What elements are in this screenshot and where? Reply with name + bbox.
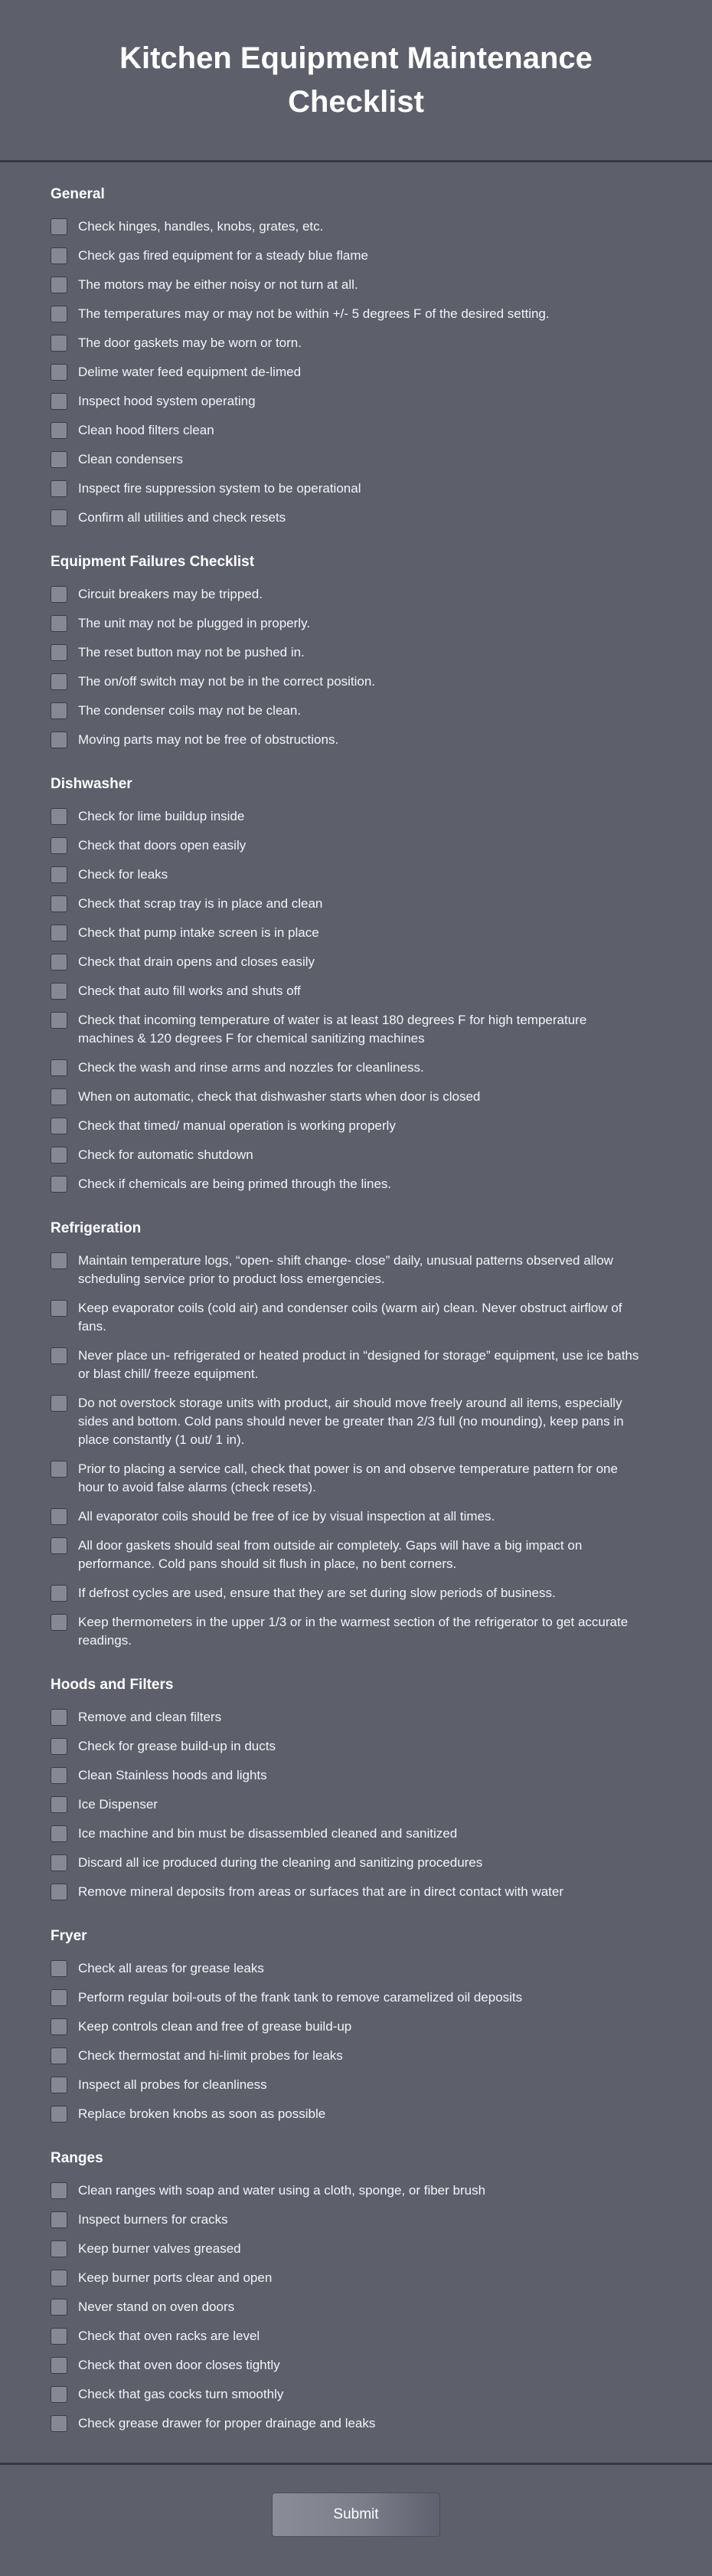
checkbox[interactable] <box>51 1767 67 1784</box>
checkbox[interactable] <box>51 1012 67 1029</box>
checklist-item[interactable] <box>51 2327 661 2345</box>
checkbox[interactable] <box>51 1884 67 1900</box>
checklist-item-label: Keep evaporator coils (cold air) and condenser coils (warm air) clean. Never obstruct airflow of fans. <box>78 1301 622 1334</box>
section-title: Refrigeration <box>51 1220 142 1236</box>
checkbox[interactable] <box>51 1825 67 1842</box>
checklist-item-label: The motors may be either noisy or not turn at all. <box>78 277 358 292</box>
page-title: Kitchen Equipment Maintenance Checklist <box>119 41 593 119</box>
checklist-item-label: Check that doors open easily <box>78 838 247 853</box>
checklist-item-label: Check that oven door closes tightly <box>78 2358 280 2372</box>
checkbox[interactable] <box>51 644 67 661</box>
checkbox[interactable] <box>51 732 67 748</box>
checklist-item[interactable] <box>51 1795 661 1814</box>
checklist-item-label: Inspect burners for cracks <box>78 2212 228 2227</box>
checklist-item[interactable] <box>51 953 661 971</box>
checklist-item[interactable] <box>51 982 661 1000</box>
checklist-item-label: Check that drain opens and closes easily <box>78 954 315 969</box>
checklist-item-label: Check that incoming temperature of water is at least 180 degrees F for high temperature machines & 120 degrees F for chemical sanitizing machines <box>78 1013 587 1046</box>
checkbox[interactable] <box>51 1176 67 1193</box>
checklist-item[interactable] <box>51 1766 661 1785</box>
checklist-item[interactable] <box>51 480 661 498</box>
checkbox[interactable] <box>51 218 67 235</box>
checklist-item-label: The door gaskets may be worn or torn. <box>78 336 302 350</box>
checklist-item[interactable] <box>51 392 661 411</box>
checkbox[interactable] <box>51 954 67 971</box>
checklist-item[interactable] <box>51 1059 661 1077</box>
checklist-item[interactable] <box>51 1252 661 1288</box>
form-footer <box>0 2463 712 2576</box>
checklist-item[interactable] <box>51 1883 661 1901</box>
checklist-item[interactable] <box>51 2047 661 2065</box>
section-fryer <box>51 1927 661 2123</box>
checklist-item[interactable] <box>51 1175 661 1193</box>
checkbox[interactable] <box>51 277 67 293</box>
checklist-item[interactable] <box>51 731 661 749</box>
checklist-item-label: Keep thermometers in the upper 1/3 or in the warmest section of the refrigerator to get accurate readings. <box>78 1615 629 1648</box>
checklist-item-label: Check gas fired equipment for a steady blue flame <box>78 248 368 263</box>
checklist-item[interactable] <box>51 1988 661 2007</box>
checkbox[interactable] <box>51 2047 67 2064</box>
checklist-item-label: Inspect hood system operating <box>78 394 256 408</box>
checklist-item-label: Moving parts may not be free of obstructions. <box>78 732 339 747</box>
checklist-item[interactable] <box>51 2414 661 2433</box>
checklist-item[interactable] <box>51 305 661 323</box>
checkbox[interactable] <box>51 1347 67 1364</box>
section-title: Equipment Failures Checklist <box>51 554 255 570</box>
section-refrigeration <box>51 1219 661 1650</box>
checklist-item[interactable] <box>51 1011 661 1048</box>
checkbox[interactable] <box>51 247 67 264</box>
checklist-item[interactable] <box>51 1347 661 1383</box>
checklist-item[interactable] <box>51 866 661 884</box>
checklist-item-label: The on/off switch may not be in the correct position. <box>78 674 376 689</box>
checklist-item-label: Ice Dispenser <box>78 1797 158 1812</box>
checklist-item-label: Check for grease build-up in ducts <box>78 1739 276 1753</box>
checkbox[interactable] <box>51 837 67 854</box>
checklist-item[interactable] <box>51 1299 661 1336</box>
checklist-item-label: Never stand on oven doors <box>78 2299 235 2314</box>
checklist-item[interactable] <box>51 1507 661 1526</box>
checkbox[interactable] <box>51 364 67 381</box>
checklist-item[interactable] <box>51 614 661 633</box>
checkbox[interactable] <box>51 393 67 410</box>
checklist-item[interactable] <box>51 1708 661 1727</box>
checkbox[interactable] <box>51 1585 67 1602</box>
checkbox[interactable] <box>51 1252 67 1269</box>
checklist-item-label: If defrost cycles are used, ensure that they are set during slow periods of business. <box>78 1586 556 1600</box>
checklist-item[interactable] <box>51 643 661 662</box>
checkbox[interactable] <box>51 2299 67 2316</box>
checkbox[interactable] <box>51 1088 67 1105</box>
checklist-item[interactable] <box>51 2269 661 2287</box>
checklist-item-label: Delime water feed equipment de-limed <box>78 365 302 379</box>
checklist-item-label: Keep controls clean and free of grease build-up <box>78 2019 352 2034</box>
checklist-item-label: Circuit breakers may be tripped. <box>78 587 263 601</box>
checklist-item-label: The temperatures may or may not be within +/- 5 degrees F of the desired setting. <box>78 306 550 321</box>
checkbox[interactable] <box>51 1989 67 2006</box>
checkbox[interactable] <box>51 1709 67 1726</box>
submit-button[interactable]: Submit <box>272 2493 440 2537</box>
section-equipment-failures-checklist <box>51 553 661 749</box>
checklist-item[interactable] <box>51 1854 661 1872</box>
checklist-item[interactable] <box>51 1088 661 1106</box>
checklist-item-label: Check hinges, handles, knobs, grates, etc. <box>78 219 324 234</box>
checklist-item[interactable] <box>51 1146 661 1164</box>
checklist-item[interactable] <box>51 334 661 352</box>
checklist-item[interactable] <box>51 450 661 469</box>
checkbox[interactable] <box>51 1508 67 1525</box>
section-dishwasher <box>51 775 661 1193</box>
checklist-item[interactable] <box>51 702 661 720</box>
checkbox[interactable] <box>51 2077 67 2093</box>
checklist-item[interactable] <box>51 2018 661 2036</box>
checklist-item[interactable] <box>51 2105 661 2123</box>
checklist-item-label: Check that oven racks are level <box>78 2329 260 2343</box>
checklist-item-label: Ice machine and bin must be disassembled cleaned and sanitized <box>78 1826 458 1841</box>
checklist-item-label: The unit may not be plugged in properly. <box>78 616 311 630</box>
checklist-item-label: Perform regular boil-outs of the frank tank to remove caramelized oil deposits <box>78 1990 523 2005</box>
checklist-item-label: Check for lime buildup inside <box>78 809 245 823</box>
checklist-item[interactable] <box>51 2385 661 2404</box>
checkbox[interactable] <box>51 702 67 719</box>
checklist-item-label: Check that auto fill works and shuts off <box>78 984 301 998</box>
checkbox[interactable] <box>51 2270 67 2286</box>
checkbox[interactable] <box>51 925 67 941</box>
checklist-item-label: Keep burner valves greased <box>78 2241 241 2256</box>
checkbox[interactable] <box>51 509 67 526</box>
checklist-item-label: Confirm all utilities and check resets <box>78 510 286 525</box>
checklist-item-label: Check grease drawer for proper drainage and leaks <box>78 2416 376 2430</box>
checklist-item-label: Prior to placing a service call, check that power is on and observe temperature pattern for one hour to avoid false alarms (check resets). <box>78 1461 618 1494</box>
checklist-item-label: Check that pump intake screen is in place <box>78 925 319 940</box>
checklist-item-label: When on automatic, check that dishwasher starts when door is closed <box>78 1089 481 1104</box>
checkbox[interactable] <box>51 673 67 690</box>
checklist-item-label: Check the wash and rinse arms and nozzles for cleanliness. <box>78 1060 424 1075</box>
checkbox[interactable] <box>51 1796 67 1813</box>
checklist-item-label: Check all areas for grease leaks <box>78 1961 264 1975</box>
checklist-item[interactable] <box>51 673 661 691</box>
checklist-item-label: Check that gas cocks turn smoothly <box>78 2387 284 2401</box>
checklist-item-label: Check for automatic shutdown <box>78 1147 253 1162</box>
checklist-item[interactable] <box>51 836 661 855</box>
section-general <box>51 185 661 527</box>
checkbox[interactable] <box>51 2211 67 2228</box>
checklist-item[interactable] <box>51 363 661 381</box>
form-header <box>0 0 712 162</box>
checkbox[interactable] <box>51 1461 67 1478</box>
checkbox[interactable] <box>51 1614 67 1631</box>
checklist-item[interactable] <box>51 1737 661 1756</box>
checkbox[interactable] <box>51 1395 67 1412</box>
checklist-sections <box>0 162 712 2474</box>
checklist-item[interactable] <box>51 924 661 942</box>
checkbox[interactable] <box>51 1300 67 1317</box>
checklist-item[interactable] <box>51 2240 661 2258</box>
checkbox[interactable] <box>51 480 67 497</box>
checkbox[interactable] <box>51 422 67 439</box>
checklist-item[interactable] <box>51 1537 661 1573</box>
checklist-item-label: Inspect all probes for cleanliness <box>78 2077 267 2092</box>
section-title: Fryer <box>51 1928 87 1944</box>
checkbox[interactable] <box>51 2328 67 2345</box>
checkbox[interactable] <box>51 866 67 883</box>
checkbox[interactable] <box>51 1059 67 1076</box>
section-title: Hoods and Filters <box>51 1677 174 1693</box>
checklist-item[interactable] <box>51 509 661 527</box>
checklist-item[interactable] <box>51 2076 661 2094</box>
checkbox[interactable] <box>51 1147 67 1164</box>
checklist-item-label: Clean ranges with soap and water using a cloth, sponge, or fiber brush <box>78 2183 486 2198</box>
checklist-item[interactable] <box>51 1460 661 1497</box>
checklist-item-label: Do not overstock storage units with product, air should move freely around all items, especially sides and bottom. Cold pans should never be greater than 2/3 full (no mounding), keep pans in place constantly (1 out/ 1 in). <box>78 1396 624 1447</box>
section-title: Dishwasher <box>51 776 132 792</box>
checklist-item[interactable] <box>51 2182 661 2200</box>
checklist-item-label: Replace broken knobs as soon as possible <box>78 2106 326 2121</box>
checklist-item[interactable] <box>51 585 661 604</box>
checkbox[interactable] <box>51 983 67 1000</box>
section-title: Ranges <box>51 2150 103 2166</box>
checklist-item[interactable] <box>51 247 661 265</box>
checkbox[interactable] <box>51 2240 67 2257</box>
checklist-item-label: Clean hood filters clean <box>78 423 214 437</box>
checkbox[interactable] <box>51 451 67 468</box>
section-hoods-and-filters <box>51 1676 661 1901</box>
checklist-item-label: Discard all ice produced during the cleaning and sanitizing procedures <box>78 1855 483 1870</box>
checklist-item[interactable] <box>51 1394 661 1449</box>
checkbox[interactable] <box>51 808 67 825</box>
checkbox[interactable] <box>51 895 67 912</box>
checklist-item-label: Check for leaks <box>78 867 168 882</box>
section-ranges <box>51 2149 661 2433</box>
checklist-item-label: Remove and clean filters <box>78 1710 222 1724</box>
checklist-item-label: The reset button may not be pushed in. <box>78 645 305 660</box>
checkbox[interactable] <box>51 1854 67 1871</box>
checklist-item[interactable] <box>51 1613 661 1650</box>
checklist-item[interactable] <box>51 276 661 294</box>
checklist-item-label: All evaporator coils should be free of ice by visual inspection at all times. <box>78 1509 495 1524</box>
checklist-item-label: Check thermostat and hi-limit probes for leaks <box>78 2048 343 2063</box>
checklist-item[interactable] <box>51 807 661 826</box>
checkbox[interactable] <box>51 1537 67 1554</box>
checklist-item-label: Check that timed/ manual operation is working properly <box>78 1118 396 1133</box>
checklist-item-label: Maintain temperature logs, “open- shift change- close” daily, unusual patterns observed allow scheduling service prior to product loss emergencies. <box>78 1253 613 1286</box>
checklist-item[interactable] <box>51 895 661 913</box>
checkbox[interactable] <box>51 586 67 603</box>
checklist-item[interactable] <box>51 421 661 440</box>
checkbox[interactable] <box>51 1738 67 1755</box>
checkbox[interactable] <box>51 306 67 322</box>
checklist-item-label: The condenser coils may not be clean. <box>78 703 302 718</box>
checkbox[interactable] <box>51 1960 67 1977</box>
checklist-item-label: Never place un- refrigerated or heated product in “designed for storage” equipment, use ice baths or blast chill/ freeze equipment. <box>78 1348 639 1381</box>
checkbox[interactable] <box>51 2018 67 2035</box>
checklist-item-label: Clean condensers <box>78 452 184 466</box>
checklist-item[interactable] <box>51 1825 661 1843</box>
checkbox[interactable] <box>51 2357 67 2374</box>
section-title: General <box>51 186 105 202</box>
checkbox[interactable] <box>51 2386 67 2403</box>
checklist-item-label: Clean Stainless hoods and lights <box>78 1768 267 1782</box>
checkbox[interactable] <box>51 335 67 352</box>
checkbox[interactable] <box>51 2106 67 2123</box>
checklist-item[interactable] <box>51 1959 661 1978</box>
checklist-item-label: Check if chemicals are being primed through the lines. <box>78 1177 392 1191</box>
checklist-item-label: Keep burner ports clear and open <box>78 2270 273 2285</box>
checklist-item[interactable] <box>51 2298 661 2316</box>
checklist-item-label: Check that scrap tray is in place and clean <box>78 896 323 911</box>
checklist-item-label: All door gaskets should seal from outside air completely. Gaps will have a big impact on performance. Cold pans should sit flush in place, no bent corners. <box>78 1538 583 1571</box>
checklist-item[interactable] <box>51 218 661 236</box>
checklist-item-label: Remove mineral deposits from areas or surfaces that are in direct contact with water <box>78 1884 563 1899</box>
checkbox[interactable] <box>51 615 67 632</box>
checklist-item-label: Inspect fire suppression system to be operational <box>78 481 361 496</box>
checkbox[interactable] <box>51 1118 67 1134</box>
checklist-item[interactable] <box>51 2211 661 2229</box>
checkbox[interactable] <box>51 2182 67 2199</box>
checklist-item[interactable] <box>51 2356 661 2375</box>
checklist-item[interactable] <box>51 1117 661 1135</box>
checklist-item[interactable] <box>51 1584 661 1602</box>
checkbox[interactable] <box>51 2415 67 2432</box>
